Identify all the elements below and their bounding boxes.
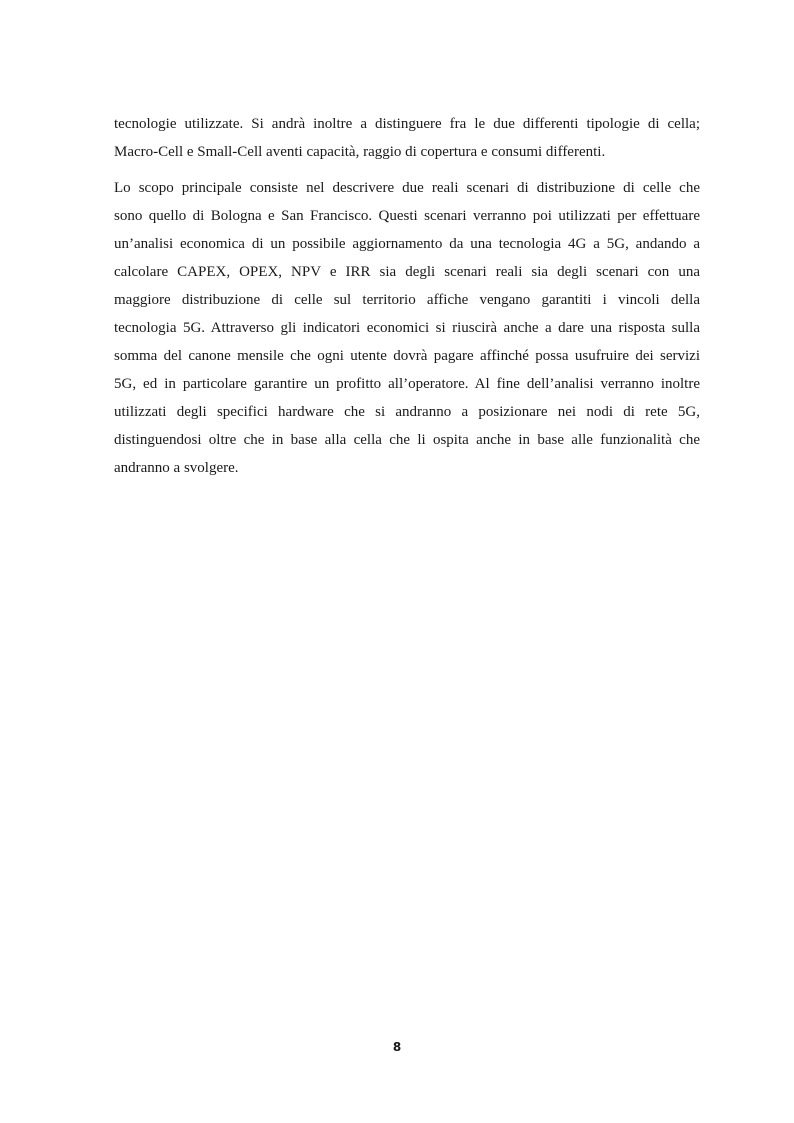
text-line: andranno a svolgere.	[114, 460, 239, 476]
text-line: tecnologie utilizzate. Si andrà inoltre a distinguere fra le due differenti tipologie di cella;	[114, 116, 700, 132]
text-line: tecnologia 5G. Attraverso gli indicatori economici si riuscirà anche a dare una risposta sulla	[114, 320, 700, 336]
text-line: 5G, ed in particolare garantire un profitto all’operatore. Al fine dell’analisi verranno inoltre	[114, 376, 700, 392]
text-line: utilizzati degli specifici hardware che si andranno a posizionare nei nodi di rete 5G,	[114, 404, 700, 420]
page-number: 8	[392, 1040, 402, 1054]
text-line: maggiore distribuzione di celle sul territorio affiche vengano garantiti i vincoli della	[114, 292, 700, 308]
text-line: somma del canone mensile che ogni utente dovrà pagare affinché possa usufruire dei servizi	[114, 348, 700, 364]
text-line: Lo scopo principale consiste nel descrivere due reali scenari di distribuzione di celle che	[114, 180, 700, 196]
text-line: Macro-Cell e Small-Cell aventi capacità, raggio di copertura e consumi differenti.	[114, 144, 606, 160]
text-line: calcolare CAPEX, OPEX, NPV e IRR sia degli scenari reali sia degli scenari con una	[114, 264, 700, 280]
text-line: un’analisi economica di un possibile aggiornamento da una tecnologia 4G a 5G, andando a	[114, 236, 700, 252]
paragraph-1	[114, 110, 700, 166]
text-line: sono quello di Bologna e San Francisco. Questi scenari verranno poi utilizzati per effettuare	[114, 208, 700, 224]
body-text	[114, 110, 700, 482]
paragraph-2	[114, 174, 700, 482]
text-line: distinguendosi oltre che in base alla cella che li ospita anche in base alle funzionalità che	[114, 432, 700, 448]
